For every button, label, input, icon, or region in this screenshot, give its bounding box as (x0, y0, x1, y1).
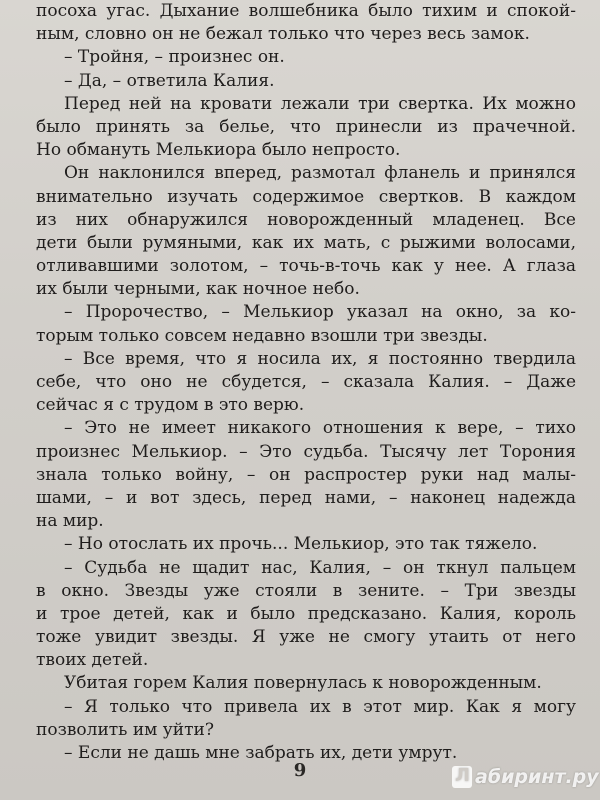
text-line: – Тройня, – произнес он. (64, 47, 285, 68)
text-line: произнес Мелькиор. – Это судьба. Тысячу лет Торония (36, 441, 576, 462)
text-line: твоих детей. (36, 650, 149, 671)
text-line: посоха угас. Дыхание волшебника было тихим и спокой- (36, 1, 576, 21)
text-line: позволить им уйти? (36, 719, 214, 740)
watermark-text: абиринт.ру (475, 766, 599, 788)
page-number: 9 (293, 760, 307, 781)
text-line: Но обмануть Мелькиора было непросто. (36, 140, 401, 161)
text-line: тоже увидит звезды. Я уже не смогу утаить от него (36, 627, 576, 648)
text-line: ным, словно он не бежал только что через весь замок. (36, 24, 530, 45)
text-line: – Да, – ответила Калия. (64, 70, 275, 91)
text-line: на мир. (36, 511, 104, 532)
text-line: – Это не имеет никакого отношения к вере, – тихо (64, 418, 576, 439)
text-line: шами, – и вот здесь, перед нами, – наконец надежда (36, 487, 576, 508)
text-line: отливавшими золотом, – точь-в-точь как у нее. А глаза (36, 256, 576, 277)
text-line: знала только войну, – он распростер руки над малы- (36, 464, 576, 485)
text-line: себе, что оно не сбудется, – сказала Калия. – Даже (36, 372, 576, 392)
text-line: в окно. Звезды уже стояли в зените. – Три звезды (36, 580, 576, 601)
watermark (452, 766, 599, 788)
text-line: Перед ней на кровати лежали три свертка. Их можно (64, 93, 576, 114)
text-line: их были черными, как ночное небо. (36, 279, 360, 300)
body-text (36, 0, 576, 765)
text-line: – Если не дашь мне забрать их, дети умрут. (64, 743, 458, 763)
text-line: Он наклонился вперед, размотал фланель и принялся (64, 163, 576, 184)
text-line: торым только совсем недавно взошли три звезды. (36, 325, 488, 346)
text-line: и трое детей, как и было предсказано. Калия, король (36, 603, 576, 624)
text-line: Убитая горем Калия повернулась к новорожденным. (64, 673, 542, 694)
text-line: – Судьба не щадит нас, Калия, – он ткнул пальцем (64, 557, 576, 578)
text-line: внимательно изучать содержимое свертков. В каждом (36, 186, 576, 207)
labirint-logo-icon (452, 766, 472, 788)
text-line: – Но отослать их прочь... Мелькиор, это так тяжело. (64, 534, 538, 555)
text-line: сейчас я с трудом в это верю. (36, 395, 305, 416)
text-line: – Я только что привела их в этот мир. Как я могу (64, 696, 576, 717)
text-line: из них обнаружился новорожденный младенец. Все (36, 209, 576, 230)
text-line: было принять за белье, что принесли из прачечной. (36, 116, 576, 137)
text-line: – Все время, что я носила их, я постоянно твердила (64, 348, 576, 369)
text-line: дети были румяными, как их мать, с рыжими волосами, (36, 232, 576, 253)
text-line: – Пророчество, – Мелькиор указал на окно, за ко- (64, 302, 576, 323)
